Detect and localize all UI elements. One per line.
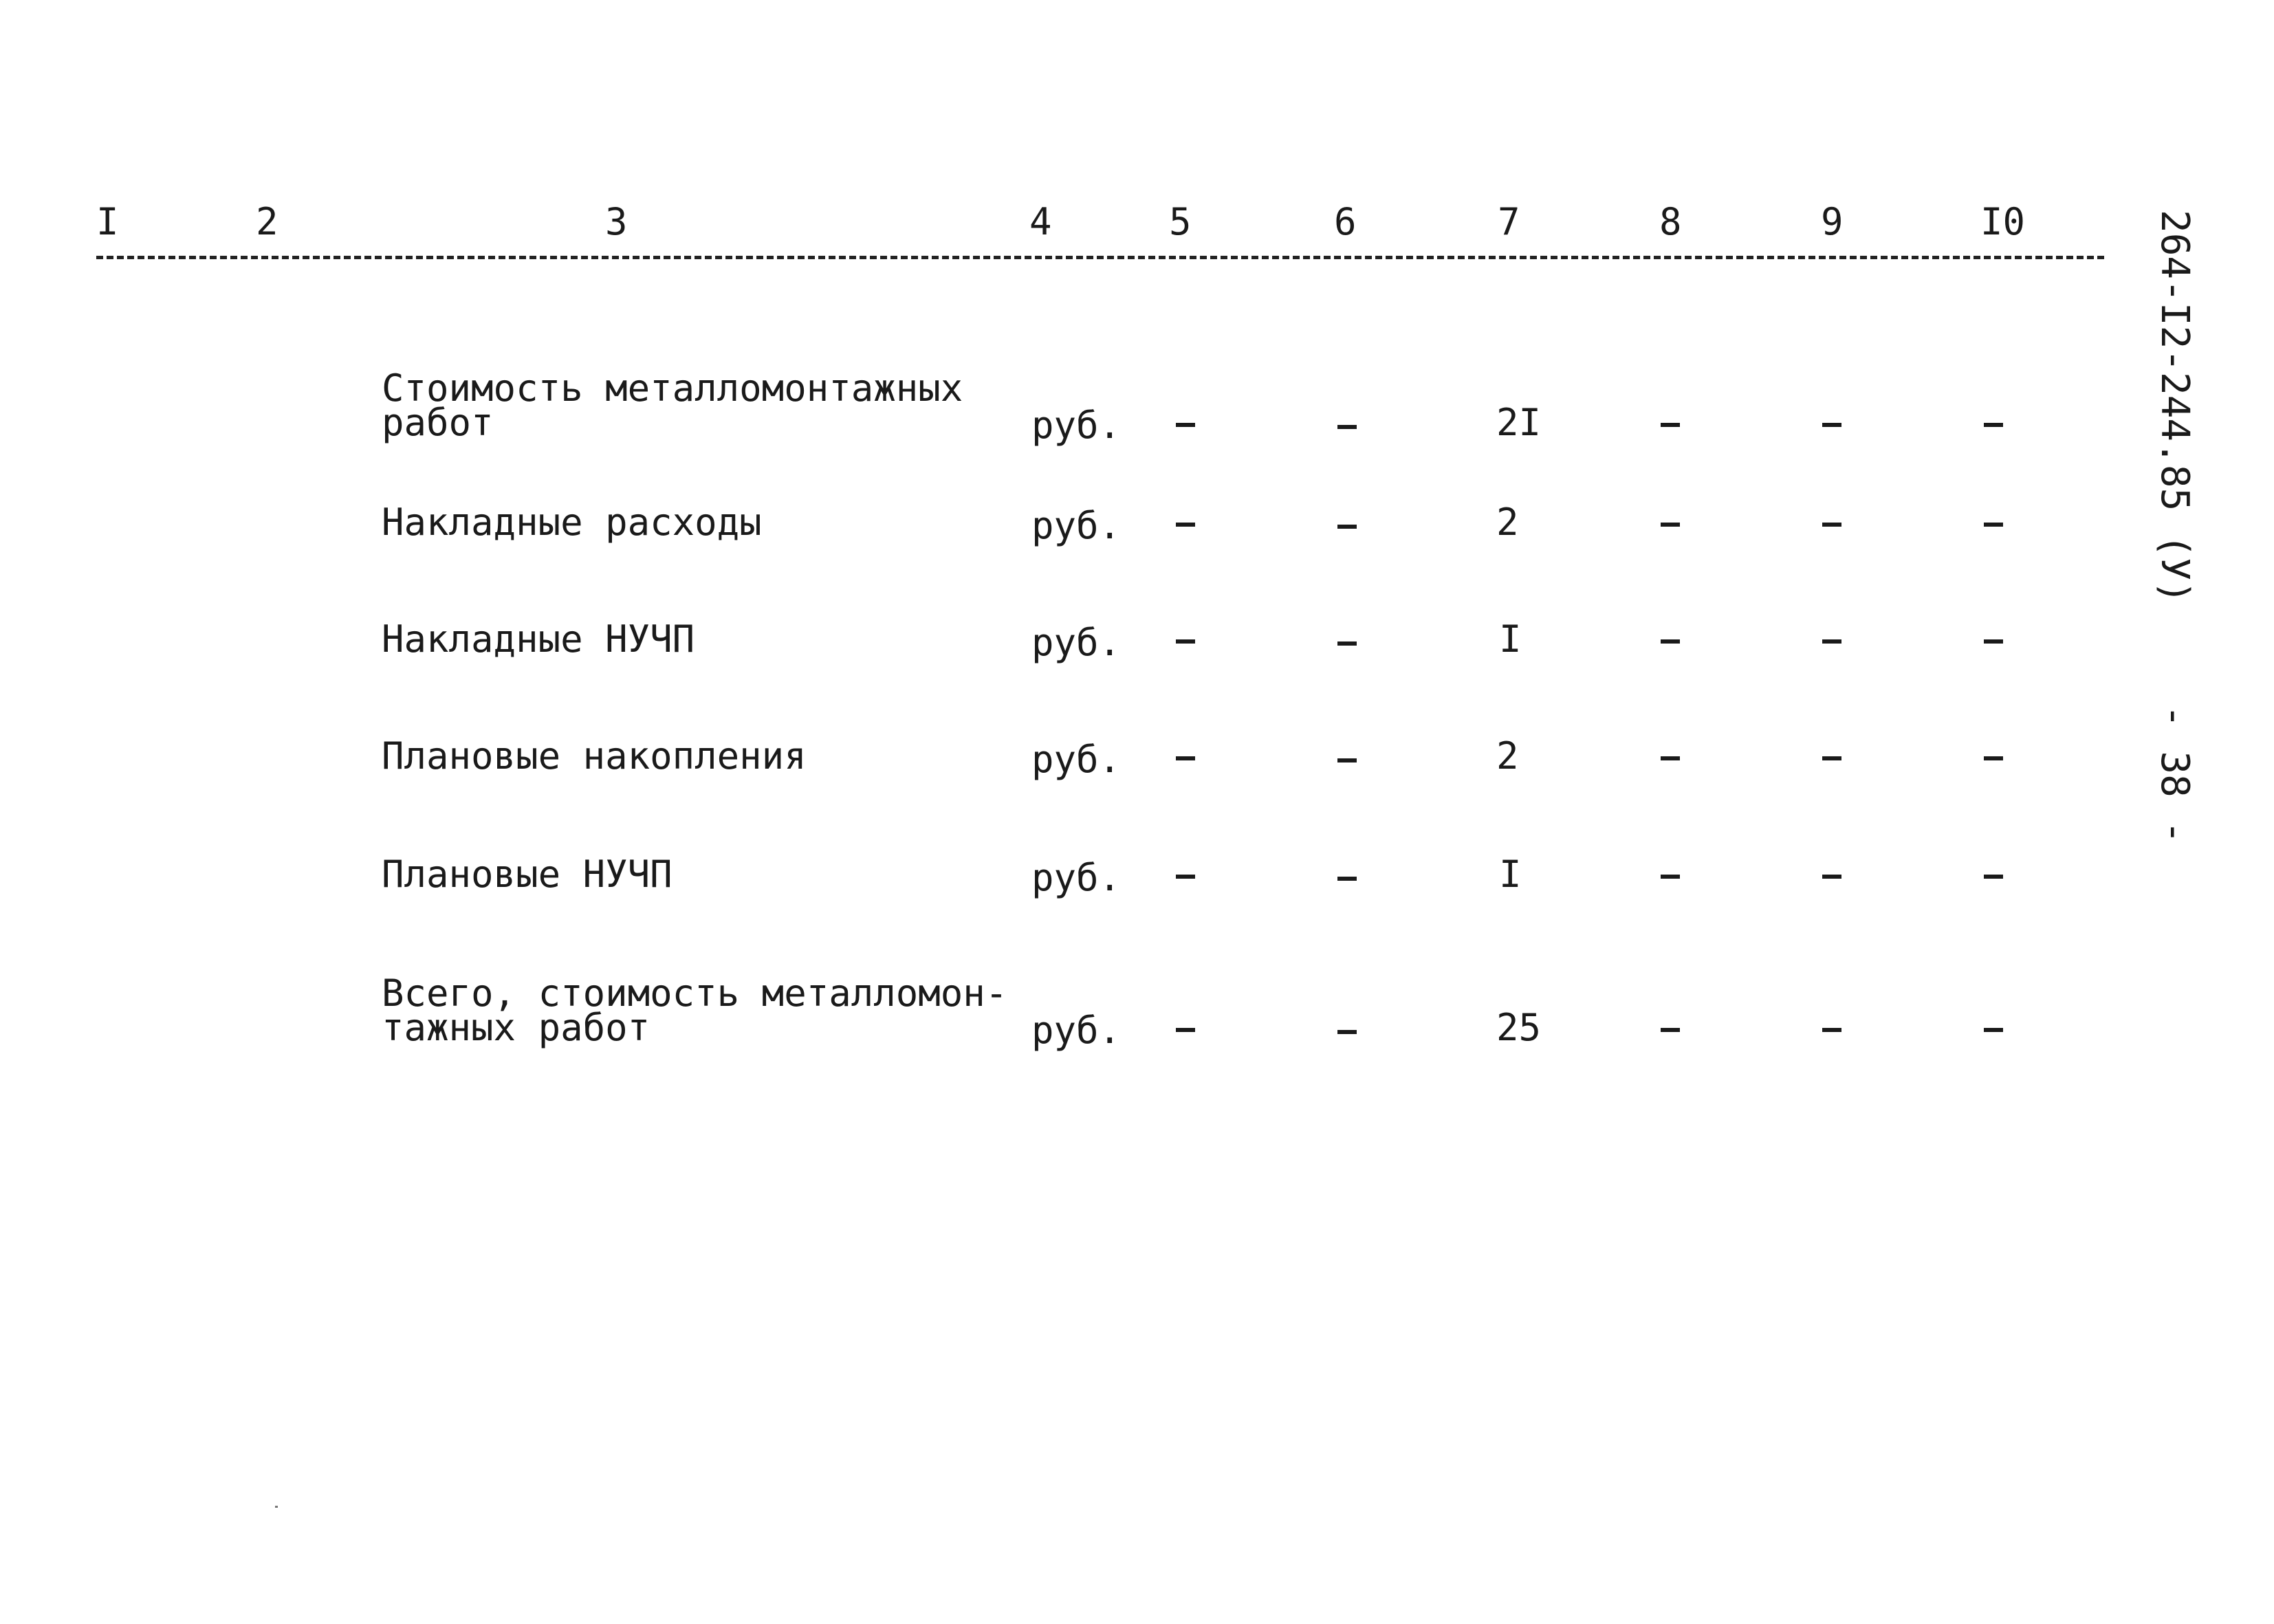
row-dash-col5 [1176,639,1195,644]
row-description: Накладные НУЧП [382,617,695,661]
row-dash-col6 [1337,758,1357,762]
scan-speck [275,1506,278,1508]
row-dash-col6 [1337,425,1357,429]
row-unit: руб. [1031,856,1122,899]
column-header-8: 8 [1659,200,1682,243]
row-dash-col8 [1661,1028,1680,1032]
row-value-col7: 2 [1496,501,1519,544]
row-description: Накладные расходы [382,501,762,544]
row-dash-col8 [1661,875,1680,879]
row-dash-col5 [1176,423,1195,427]
row-unit: руб. [1031,504,1122,547]
row-unit: руб. [1031,1009,1122,1052]
row-dash-col8 [1661,756,1680,760]
row-unit: руб. [1031,738,1122,781]
row-dash-col5 [1176,1028,1195,1032]
row-dash-col6 [1337,641,1357,646]
row-dash-col10 [1984,523,2003,527]
column-header-2: 2 [256,200,278,243]
row-dash-col10 [1984,875,2003,879]
row-value-col7: I [1499,853,1522,896]
row-dash-col9 [1822,639,1841,644]
column-header-10: I0 [1980,200,2026,243]
row-dash-col10 [1984,639,2003,644]
document-code: 264-I2-244.85 (У) [2152,210,2197,604]
row-unit: руб. [1031,404,1122,447]
row-description: Всего, стоимость металломон- тажных работ [382,972,1008,1049]
row-value-col7: 25 [1496,1006,1542,1049]
row-dash-col9 [1822,1028,1841,1032]
row-dash-col9 [1822,423,1841,427]
row-dash-col8 [1661,423,1680,427]
row-value-col7: 2 [1496,734,1519,778]
column-header-5: 5 [1169,200,1192,243]
row-description: Стоимость металломонтажных работ [382,366,963,444]
row-dash-col8 [1661,523,1680,527]
row-value-col7: 2I [1496,401,1542,444]
row-dash-col9 [1822,523,1841,527]
row-description: Плановые НУЧП [382,853,673,896]
row-value-col7: I [1499,617,1522,661]
column-header-9: 9 [1821,200,1844,243]
row-dash-col10 [1984,1028,2003,1032]
row-dash-col6 [1337,877,1357,881]
row-dash-col5 [1176,756,1195,760]
row-description: Плановые накопления [382,734,807,778]
column-header-7: 7 [1498,200,1520,243]
column-header-3: 3 [605,200,628,243]
row-dash-col6 [1337,525,1357,529]
row-dash-col8 [1661,639,1680,644]
row-dash-col10 [1984,423,2003,427]
column-header-1: I [96,200,119,243]
column-header-6: 6 [1334,200,1357,243]
row-dash-col10 [1984,756,2003,760]
page-number: - 38 - [2152,705,2197,844]
row-dash-col5 [1176,875,1195,879]
row-dash-col6 [1337,1030,1357,1034]
row-dash-col9 [1822,875,1841,879]
row-unit: руб. [1031,621,1122,664]
row-dash-col5 [1176,523,1195,527]
column-header-4: 4 [1029,200,1052,243]
row-dash-col9 [1822,756,1841,760]
header-divider [96,256,2104,259]
